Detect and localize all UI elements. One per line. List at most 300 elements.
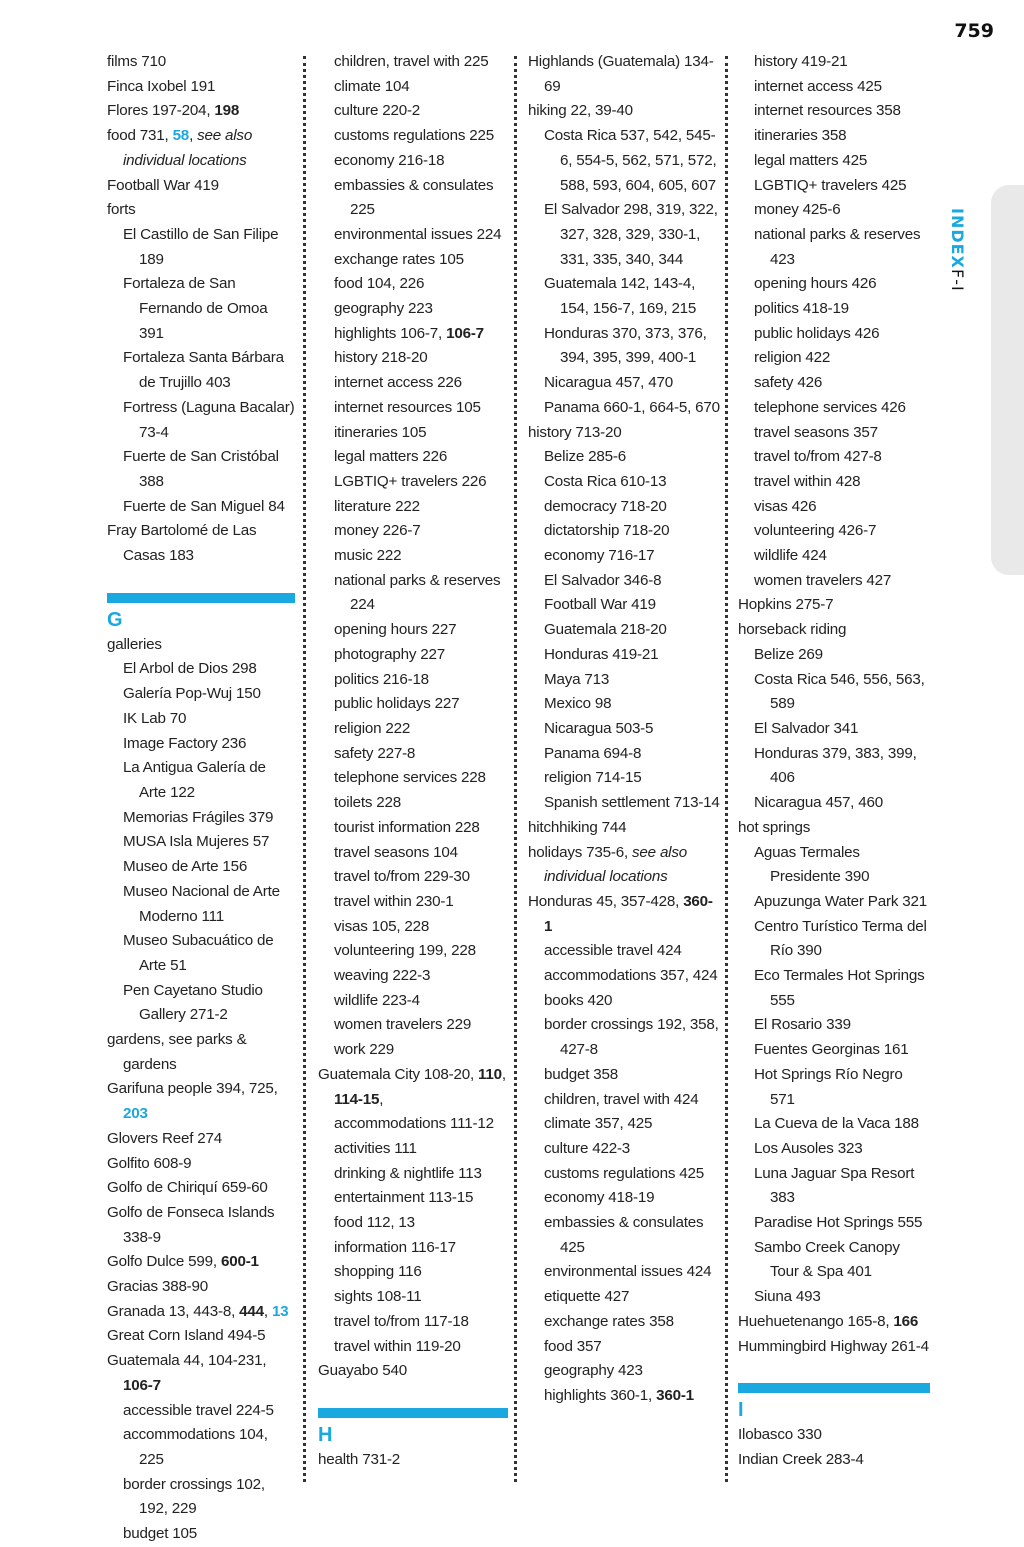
entry-text: politics 216-18 [334, 670, 429, 688]
entry-text: El Salvador 298, 319, 322, 327, 328, 329, 330-1, 331, 335, 340, 344 [544, 201, 718, 268]
entry-text: tourist information 228 [334, 818, 480, 836]
index-subentry [528, 371, 720, 396]
index-entry [528, 841, 720, 890]
index-subentry [107, 346, 295, 395]
index-subentry [528, 1137, 720, 1162]
index-subentry [738, 1211, 930, 1236]
index-side-tab [991, 185, 1024, 575]
index-subentry [318, 742, 508, 767]
entry-text: economy 418-19 [544, 1189, 655, 1207]
entry-text: national parks & reserves 224 [334, 571, 501, 614]
index-subentry [528, 322, 720, 371]
entry-text: history 713-20 [528, 423, 622, 441]
entry-text: Los Ausoles 323 [754, 1139, 863, 1157]
index-subentry [738, 1112, 930, 1137]
index-subentry [107, 806, 295, 831]
section-letter: I [738, 1399, 744, 1422]
index-entry [318, 1359, 508, 1384]
entry-text: money 425-6 [754, 201, 841, 219]
index-subentry [528, 742, 720, 767]
entry-text: telephone services 228 [334, 769, 486, 787]
index-subentry [318, 124, 508, 149]
entry-text: hot springs [738, 818, 811, 836]
entry-text: Panama 660-1, 664-5, 670 [544, 398, 720, 416]
page-ref-map: 58 [172, 127, 190, 145]
index-subentry [738, 198, 930, 223]
entry-text: El Rosario 339 [754, 1016, 851, 1034]
index-subentry [318, 717, 508, 742]
entry-text: Glovers Reef 274 [107, 1129, 222, 1147]
index-subentry [318, 396, 508, 421]
entry-text: etiquette 427 [544, 1288, 630, 1306]
index-subentry [318, 445, 508, 470]
entry-text: culture 422-3 [544, 1139, 631, 1157]
entry-text: legal matters 226 [334, 448, 448, 466]
index-entry [107, 1201, 295, 1250]
cross-reference: see also individual locations [544, 843, 687, 886]
index-subentry [318, 371, 508, 396]
index-entry [318, 1063, 508, 1112]
entry-text: La Cueva de la Vaca 188 [754, 1115, 919, 1133]
index-entry [107, 1300, 295, 1325]
entry-text: women travelers 229 [334, 1016, 472, 1034]
entry-text: films 710 [107, 53, 166, 70]
entry-text: accommodations 111-12 [334, 1115, 494, 1133]
page-ref-bold: 198 [214, 102, 240, 120]
index-subentry [318, 75, 508, 100]
index-subentry [738, 99, 930, 124]
index-column-1 [107, 50, 295, 1547]
page-number: 759 [954, 20, 994, 42]
index-subentry [107, 880, 295, 929]
index-entry [528, 421, 720, 446]
entry-text: photography 227 [334, 645, 446, 663]
index-column-4 [738, 50, 930, 1473]
index-subentry [318, 915, 508, 940]
entry-text: forts [107, 201, 136, 219]
index-entry [738, 1310, 930, 1335]
entry-text: hiking 22, 39-40 [528, 102, 633, 120]
index-subentry [528, 1260, 720, 1285]
section-letter: G [107, 608, 123, 631]
index-entry [318, 1448, 508, 1473]
entry-text: visas 105, 228 [334, 917, 430, 935]
index-subentry [318, 841, 508, 866]
entry-text: Guatemala 44, 104-231, [107, 1352, 267, 1370]
page-ref-bold: 114-15 [334, 1090, 380, 1108]
entry-text: democracy 718-20 [544, 497, 667, 515]
entry-text: Indian Creek 283-4 [738, 1450, 864, 1468]
entry-text: Image Factory 236 [123, 734, 247, 752]
entry-text: , [263, 1302, 272, 1320]
index-subentry [528, 791, 720, 816]
entry-text: Nicaragua 457, 470 [544, 374, 673, 392]
index-subentry [528, 1384, 720, 1409]
index-subentry [738, 1038, 930, 1063]
index-subentry [107, 272, 295, 346]
index-subentry [528, 717, 720, 742]
index-entry [528, 816, 720, 841]
entry-text: culture 220-2 [334, 102, 421, 120]
entry-text: Memorias Frágiles 379 [123, 808, 274, 826]
entry-text: customs regulations 225 [334, 127, 495, 145]
index-side-label [948, 208, 967, 292]
entry-text: weaving 222-3 [334, 967, 431, 985]
index-entry [107, 1176, 295, 1201]
entry-text: Spanish settlement 713-14 [544, 794, 720, 812]
entry-text: highlights 360-1, [544, 1386, 657, 1404]
entry-text: holidays 735-6, [528, 843, 633, 861]
index-subentry [528, 1310, 720, 1335]
index-subentry [318, 223, 508, 248]
page-ref-bold: 166 [893, 1312, 919, 1330]
index-subentry [738, 50, 930, 75]
entry-text: geography 223 [334, 300, 433, 318]
entry-text: history 419-21 [754, 53, 848, 70]
entry-text: history 218-20 [334, 349, 428, 367]
entry-text: women travelers 427 [754, 571, 892, 589]
index-subentry [738, 519, 930, 544]
entry-text: Honduras 379, 383, 399, 406 [754, 744, 917, 787]
index-entry [107, 1077, 295, 1126]
page-ref-bold: 110 [478, 1065, 502, 1083]
entry-text: travel within 428 [754, 472, 861, 490]
entry-text: drinking & nightlife 113 [334, 1164, 482, 1182]
entry-text: travel to/from 427-8 [754, 448, 882, 466]
index-subentry [738, 75, 930, 100]
entry-text: Mexico 98 [544, 695, 612, 713]
index-entry [107, 1275, 295, 1300]
index-subentry [738, 1285, 930, 1310]
entry-text: Museo de Arte 156 [123, 858, 248, 876]
index-subentry [107, 707, 295, 732]
entry-text: Hummingbird Highway 261-4 [738, 1337, 929, 1355]
entry-text: safety 227-8 [334, 744, 416, 762]
entry-text: geography 423 [544, 1362, 643, 1380]
entry-text: opening hours 227 [334, 621, 457, 639]
index-subentry [107, 1522, 295, 1547]
entry-text: Football War 419 [544, 596, 656, 614]
entry-text: activities 111 [334, 1139, 417, 1157]
index-subentry [738, 421, 930, 446]
entry-text: Costa Rica 537, 542, 545-6, 554-5, 562, 571, 572, 588, 593, 604, 605, 607 [544, 127, 717, 194]
entry-text: , [501, 1065, 506, 1083]
index-subentry [107, 495, 295, 520]
entry-text: work 229 [334, 1041, 395, 1059]
entry-text: exchange rates 105 [334, 250, 464, 268]
index-subentry [528, 668, 720, 693]
index-subentry [318, 544, 508, 569]
index-entry [738, 618, 930, 643]
entry-text: food 104, 226 [334, 275, 425, 293]
index-subentry [528, 1285, 720, 1310]
index-entry [107, 124, 295, 173]
entry-text: , [379, 1090, 384, 1108]
page-ref-map: 203 [123, 1105, 148, 1123]
index-subentry [107, 830, 295, 855]
entry-text: travel to/from 229-30 [334, 868, 470, 886]
index-subentry [738, 841, 930, 890]
entry-text: travel seasons 104 [334, 843, 458, 861]
index-entry [107, 1250, 295, 1275]
entry-text: Paradise Hot Springs 555 [754, 1214, 923, 1232]
entry-text: food 357 [544, 1337, 602, 1355]
index-subentry [318, 1186, 508, 1211]
index-subentry [107, 855, 295, 880]
entry-text: politics 418-19 [754, 300, 849, 318]
entry-text: public holidays 426 [754, 324, 880, 342]
index-subentry [528, 593, 720, 618]
index-subentry [107, 732, 295, 757]
index-entry [107, 1028, 295, 1077]
entry-text: internet resources 358 [754, 102, 901, 120]
section-letter: H [318, 1423, 333, 1446]
entry-text: travel to/from 117-18 [334, 1312, 469, 1330]
index-subentry [318, 346, 508, 371]
index-subentry [528, 1088, 720, 1113]
entry-text: Guayabo 540 [318, 1362, 407, 1380]
index-subentry [528, 519, 720, 544]
entry-text: health 731-2 [318, 1450, 401, 1468]
index-subentry [528, 766, 720, 791]
index-subentry [318, 1038, 508, 1063]
entry-text: telephone services 426 [754, 398, 906, 416]
index-subentry [318, 174, 508, 223]
index-subentry [528, 1211, 720, 1260]
index-subentry [528, 272, 720, 321]
index-subentry [738, 124, 930, 149]
entry-text: Siuna 493 [754, 1288, 821, 1306]
entry-text: economy 216-18 [334, 151, 445, 169]
entry-text: Centro Turístico Terma del Río 390 [754, 917, 927, 960]
index-subentry [107, 1473, 295, 1522]
page-ref-bold: 600-1 [220, 1253, 259, 1271]
entry-text: border crossings 192, 358, 427-8 [544, 1016, 719, 1059]
entry-text: Granada 13, 443-8, [107, 1302, 240, 1320]
index-subentry [738, 717, 930, 742]
entry-text: Eco Termales Hot Springs 555 [754, 967, 925, 1009]
entry-text: El Salvador 341 [754, 719, 859, 737]
entry-text: Fortaleza Santa Bárbara de Trujillo 403 [123, 349, 284, 392]
entry-text: LGBTIQ+ travelers 226 [334, 472, 487, 490]
entry-text: music 222 [334, 547, 402, 565]
cross-reference: see also individual locations [123, 127, 253, 169]
index-column-3 [528, 50, 720, 1409]
entry-text: Costa Rica 546, 556, 563, 589 [754, 670, 925, 713]
entry-text: accessible travel 224-5 [123, 1401, 274, 1419]
entry-text: Nicaragua 503-5 [544, 719, 654, 737]
entry-text: Fray Bartolomé de Las Casas 183 [107, 522, 257, 565]
entry-text: religion 422 [754, 349, 831, 367]
index-subentry [107, 223, 295, 272]
column-divider [303, 56, 306, 1482]
entry-text: Hopkins 275-7 [738, 596, 834, 614]
index-subentry [107, 1399, 295, 1424]
index-subentry [738, 915, 930, 964]
entry-text: Guatemala 142, 143-4, 154, 156-7, 169, 215 [544, 275, 697, 318]
index-subentry [318, 1260, 508, 1285]
entry-text: La Antigua Galería de Arte 122 [123, 759, 266, 801]
entry-text: Hot Springs Río Negro 571 [754, 1065, 903, 1108]
entry-text: customs regulations 425 [544, 1164, 705, 1182]
entry-text: internet resources 105 [334, 398, 481, 416]
section-divider-bar [107, 593, 295, 603]
index-subentry [318, 248, 508, 273]
index-entry [738, 1423, 930, 1448]
index-subentry [528, 1162, 720, 1187]
entry-text: travel within 119-20 [334, 1337, 461, 1355]
index-subentry [528, 198, 720, 272]
index-subentry [528, 1013, 720, 1062]
entry-text: Luna Jaguar Spa Resort 383 [754, 1164, 915, 1207]
entry-text: Fortaleza de San Fernando de Omoa 391 [123, 275, 268, 342]
entry-text: books 420 [544, 991, 613, 1009]
index-entry [107, 1349, 295, 1398]
entry-text: Honduras 45, 357-428, [528, 892, 684, 910]
index-subentry [318, 272, 508, 297]
index-subentry [318, 766, 508, 791]
index-subentry [318, 1310, 508, 1335]
index-entry [107, 1324, 295, 1349]
index-subentry [738, 544, 930, 569]
entry-text: accommodations 357, 424 [544, 967, 718, 985]
index-subentry [528, 643, 720, 668]
entry-text: Sambo Creek Canopy Tour & Spa 401 [754, 1238, 900, 1281]
entry-text: itineraries 105 [334, 423, 427, 441]
entry-text: highlights 106-7, [334, 324, 447, 342]
index-subentry [318, 50, 508, 75]
index-subentry [107, 445, 295, 494]
entry-text: Belize 269 [754, 645, 823, 663]
index-subentry [318, 1285, 508, 1310]
index-subentry [738, 1236, 930, 1285]
index-subentry [738, 371, 930, 396]
index-subentry [318, 1236, 508, 1261]
column-divider [725, 56, 728, 1482]
entry-text: food 112, 13 [334, 1214, 415, 1232]
entry-text: travel within 230-1 [334, 892, 454, 910]
index-subentry [107, 657, 295, 682]
entry-text: information 116-17 [334, 1238, 456, 1256]
index-subentry [318, 569, 508, 618]
entry-text: children, travel with 424 [544, 1090, 699, 1108]
index-entry [528, 50, 720, 99]
index-subentry [738, 742, 930, 791]
entry-text: Finca Ixobel 191 [107, 77, 216, 95]
entry-text: Nicaragua 457, 460 [754, 794, 883, 812]
index-subentry [318, 1013, 508, 1038]
index-subentry [107, 1423, 295, 1472]
index-subentry [107, 396, 295, 445]
entry-text: Ilobasco 330 [738, 1426, 822, 1444]
index-subentry [528, 124, 720, 198]
index-subentry [528, 1335, 720, 1360]
entry-text: religion 222 [334, 719, 411, 737]
entry-text: exchange rates 358 [544, 1312, 674, 1330]
entry-text: environmental issues 424 [544, 1263, 712, 1281]
index-entry [107, 75, 295, 100]
entry-text: Fuerte de San Miguel 84 [123, 497, 285, 515]
entry-text: Golfo de Chiriquí 659-60 [107, 1179, 268, 1197]
entry-text: Gracias 388-90 [107, 1278, 209, 1296]
index-subentry [738, 297, 930, 322]
index-subentry [528, 445, 720, 470]
entry-text: embassies & consulates 425 [544, 1214, 704, 1256]
index-subentry [738, 346, 930, 371]
index-subentry [738, 668, 930, 717]
entry-text: economy 716-17 [544, 547, 655, 565]
index-subentry [738, 322, 930, 347]
index-entry [528, 99, 720, 124]
index-subentry [318, 791, 508, 816]
entry-text: Huehuetenango 165-8, [738, 1312, 894, 1330]
index-subentry [318, 989, 508, 1014]
entry-text: itineraries 358 [754, 127, 847, 145]
section-divider-bar [738, 1383, 930, 1393]
index-subentry [738, 643, 930, 668]
index-entry [528, 890, 720, 939]
index-subentry [318, 495, 508, 520]
entry-text: wildlife 424 [754, 547, 827, 565]
index-label: INDEX [948, 208, 967, 269]
entry-text: internet access 226 [334, 374, 462, 392]
entry-text: opening hours 426 [754, 275, 877, 293]
index-subentry [318, 668, 508, 693]
entry-text: Honduras 370, 373, 376, 394, 395, 399, 400-1 [544, 324, 707, 367]
entry-text: Honduras 419-21 [544, 645, 659, 663]
entry-text: Flores 197-204, [107, 102, 215, 120]
index-entry [107, 1152, 295, 1177]
index-entry [738, 593, 930, 618]
entry-text: Fuentes Georginas 161 [754, 1041, 909, 1059]
index-subentry [738, 149, 930, 174]
index-entry [738, 816, 930, 841]
entry-text: literature 222 [334, 497, 420, 515]
index-subentry [528, 495, 720, 520]
index-subentry [318, 618, 508, 643]
entry-text: accessible travel 424 [544, 942, 682, 960]
entry-text: Guatemala City 108-20, [318, 1065, 479, 1083]
entry-text: volunteering 199, 228 [334, 942, 476, 960]
entry-text: Belize 285-6 [544, 448, 627, 466]
entry-text: Aguas Termales Presidente 390 [754, 843, 870, 886]
entry-text: Panama 694-8 [544, 744, 642, 762]
index-subentry [738, 569, 930, 594]
entry-text: Golfo Dulce 599, [107, 1253, 221, 1271]
entry-text: accommodations 104, 225 [123, 1426, 268, 1468]
index-subentry [318, 519, 508, 544]
index-entry [107, 1127, 295, 1152]
index-letter-range: F-I [948, 268, 967, 292]
index-subentry [738, 445, 930, 470]
index-subentry [318, 1112, 508, 1137]
index-subentry [318, 1162, 508, 1187]
index-subentry [528, 396, 720, 421]
index-subentry [318, 149, 508, 174]
index-entry [738, 1448, 930, 1473]
index-subentry [528, 544, 720, 569]
index-subentry [107, 979, 295, 1028]
entry-text: public holidays 227 [334, 695, 460, 713]
entry-text: wildlife 223-4 [334, 991, 420, 1009]
index-subentry [107, 929, 295, 978]
entry-text: budget 105 [123, 1525, 198, 1543]
index-subentry [738, 470, 930, 495]
entry-text: safety 426 [754, 374, 823, 392]
entry-text: national parks & reserves 423 [754, 225, 921, 268]
entry-text: Great Corn Island 494-5 [107, 1327, 266, 1345]
index-subentry [738, 1063, 930, 1112]
